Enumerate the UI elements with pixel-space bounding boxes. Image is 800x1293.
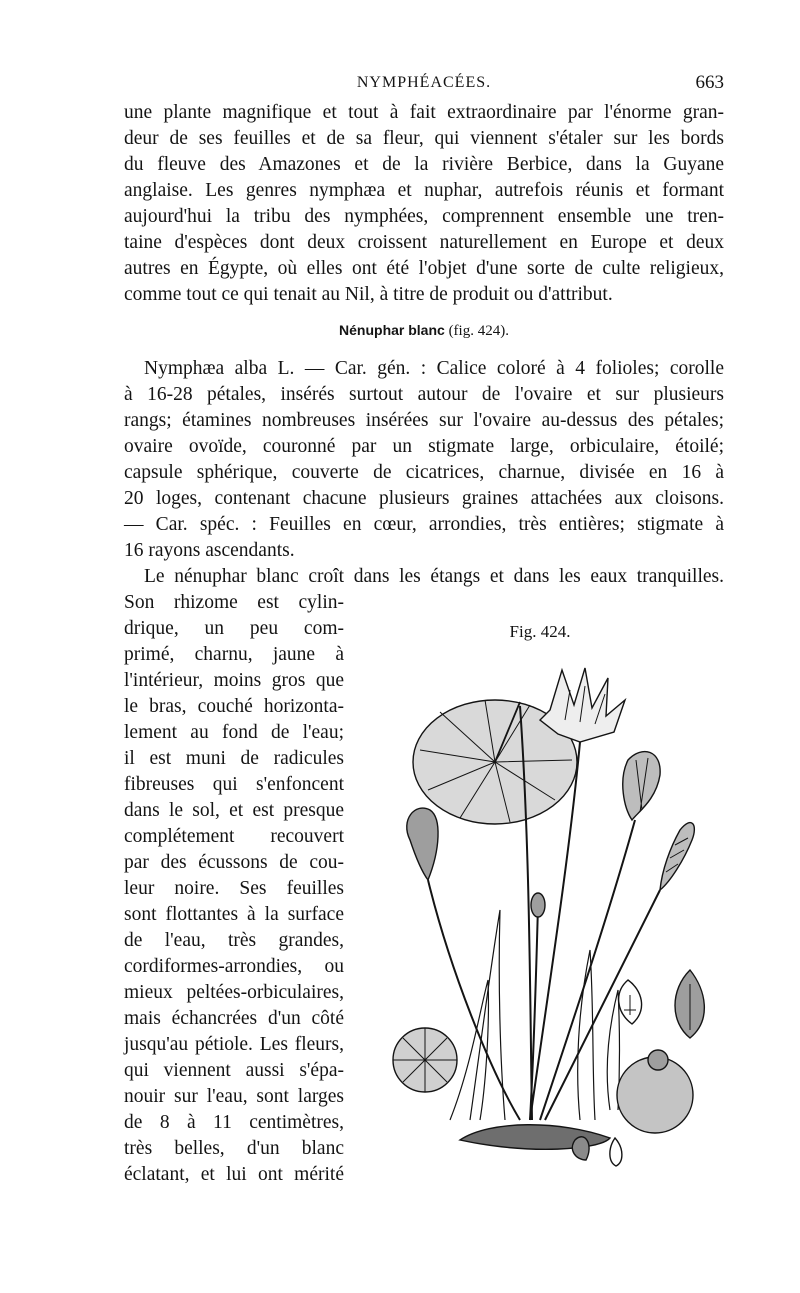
text-line: aujourd'hui la tribu des nymphées, comprennent ensemble une tren-	[124, 206, 724, 227]
column-line: de 8 à 11 centimètres,	[124, 1112, 344, 1133]
body-line: Le nénuphar blanc croît dans les étangs et dans les eaux tranquilles.	[144, 566, 724, 587]
description-line: — Car. spéc. : Feuilles en cœur, arrondies, très entières; stigmate à	[124, 514, 724, 535]
column-line: complétement recouvert	[124, 826, 344, 847]
description-line: 16 rayons ascendants.	[124, 540, 295, 561]
column-line: dans le sol, et est presque	[124, 800, 344, 821]
text-line: une plante magnifique et tout à fait extraordinaire par l'énorme gran-	[124, 102, 724, 123]
text-line: anglaise. Les genres nymphæa et nuphar, autrefois réunis et formant	[124, 180, 724, 201]
column-line: par des écussons de cou-	[124, 852, 344, 873]
column-line: lement au fond de l'eau;	[124, 722, 344, 743]
water-lily-engraving	[380, 650, 725, 1195]
column-line: jusqu'au pétiole. Les fleurs,	[124, 1034, 344, 1055]
column-line: de l'eau, très grandes,	[124, 930, 344, 951]
column-line: mieux peltées-orbiculaires,	[124, 982, 344, 1003]
text-line: comme tout ce qui tenait au Nil, à titre de produit ou d'attribut.	[124, 284, 613, 305]
column-line: mais échancrées d'un côté	[124, 1008, 344, 1029]
description-line: capsule sphérique, couverte de cicatrices, charnue, divisée en 16 à	[124, 462, 724, 483]
column-line: primé, charnu, jaune à	[124, 644, 344, 665]
running-title: NYMPHÉACÉES.	[356, 74, 492, 91]
column-line: cordiformes-arrondies, ou	[124, 956, 344, 977]
figure-label: Fig. 424.	[509, 622, 571, 641]
text-line: autres en Égypte, où elles ont été l'objet d'une sorte de culte religieux,	[124, 258, 724, 279]
column-line: fibreuses qui s'enfoncent	[124, 774, 344, 795]
section-heading-fig-ref: (fig. 424).	[444, 323, 509, 339]
text-line: deur de ses feuilles et de sa fleur, qui viennent s'étaler sur les bords	[124, 128, 724, 149]
seed-diagrams	[619, 970, 705, 1038]
seed-small-dark	[572, 1137, 589, 1160]
seed-small-light	[610, 1138, 622, 1166]
description-line: rangs; étamines nombreuses insérées sur l'ovaire au-dessus des pétales;	[124, 410, 724, 431]
description-line: 20 loges, contenant chacune plusieurs graines attachées aux cloisons.	[124, 488, 724, 509]
column-line: l'intérieur, moins gros que	[124, 670, 344, 691]
flower-bud-right	[623, 752, 660, 820]
description-line: à 16-28 pétales, insérés surtout autour de l'ovaire et sur plusieurs	[124, 384, 724, 405]
small-bud	[531, 893, 545, 917]
page-number: 663	[695, 72, 724, 93]
description-line: ovaire ovoïde, couronné par un stigmate large, orbiculaire, étoilé;	[124, 436, 724, 457]
section-heading-title: Nénuphar blanc	[339, 322, 445, 338]
page-header	[124, 74, 724, 98]
column-line: Son rhizome est cylin-	[124, 592, 344, 613]
column-line: sont flottantes à la surface	[124, 904, 344, 925]
water-lily-illustration	[380, 650, 725, 1195]
column-line: éclatant, et lui ont mérité	[124, 1164, 344, 1185]
flower-bud-left	[407, 808, 438, 880]
column-line: nouir sur l'eau, sont larges	[124, 1086, 344, 1107]
column-line: le bras, couché horizonta-	[124, 696, 344, 717]
capsule-section	[393, 1028, 457, 1092]
description-line: Nymphæa alba L. — Car. gén. : Calice coloré à 4 folioles; corolle	[144, 358, 724, 379]
spike-bud	[660, 823, 694, 890]
column-line: il est muni de radicules	[124, 748, 344, 769]
text-line: du fleuve des Amazones et de la rivière Berbice, dans la Guyane	[124, 154, 724, 175]
column-line: qui viennent aussi s'épa-	[124, 1060, 344, 1081]
text-line: taine d'espèces dont deux croissent naturellement en Europe et deux	[124, 232, 724, 253]
column-line: très belles, d'un blanc	[124, 1138, 344, 1159]
column-line: leur noire. Ses feuilles	[124, 878, 344, 899]
whole-capsule	[617, 1050, 693, 1133]
column-line: drique, un peu com-	[124, 618, 344, 639]
section-heading	[124, 322, 724, 340]
